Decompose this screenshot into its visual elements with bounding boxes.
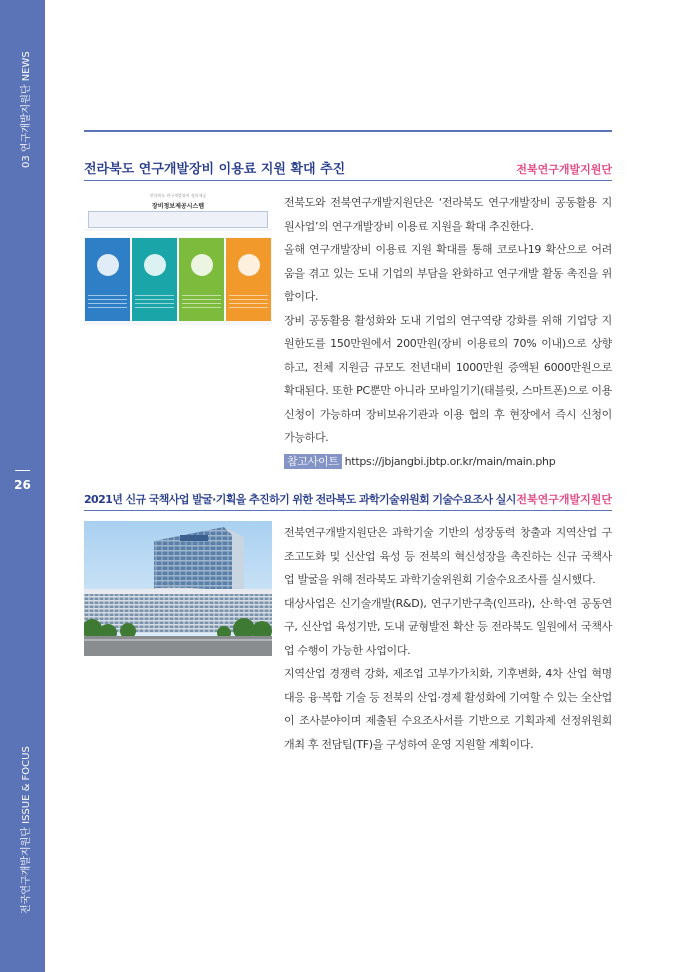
reference-line <box>284 450 612 474</box>
article-1 <box>84 158 612 468</box>
site-header-title: 장비정보제공시스템 <box>151 203 205 210</box>
site-card-2 <box>132 238 177 321</box>
site-card-3 <box>179 238 224 321</box>
site-search-bar <box>88 211 268 228</box>
side-bar <box>0 0 45 972</box>
paragraph: 지역산업 경쟁력 강화, 제조업 고부가가치화, 기후변화, 4차 산업 혁명 대응 융·복합 기술 등 전북의 산업·경제 활성화에 기여할 수 있는 全산업이 조사분야이며 제출된 수요조사서를 기반으로 기획과제 선정위원회 개최 후 전담팀(TF)을 구성하여 운영 지원할 계획이다. <box>284 667 612 751</box>
paragraph: 올해 연구개발장비 이용료 지원 확대를 통해 코로나19 확산으로 어려움을 겪고 있는 도내 기업의 부담을 완화하고 연구개발 활동 촉진을 위함이다. <box>284 243 612 303</box>
article-1-text <box>284 191 612 473</box>
paragraph: 전북도와 전북연구개발지원단은 ‘전라북도 연구개발장비 공동활용 지원사업’의 연구개발장비 이용료 지원을 확대 추진한다. <box>284 196 612 233</box>
building-photo <box>84 521 272 656</box>
article-1-header <box>84 158 612 181</box>
article-2-source: 전북연구개발지원단 <box>516 493 612 506</box>
paragraph: 전북연구개발지원단은 과학기술 기반의 성장동력 창출과 지역산업 구조고도화 및 신산업 육성 등 전북의 혁신성장을 촉진하는 신규 국책사업 발굴을 위해 전라북도 과학기술위원회 기술수요조사를 실시했다. <box>284 526 612 586</box>
reference-link[interactable]: https://jbjangbi.jbtp.or.kr/main/main.php <box>344 454 556 468</box>
site-card-4 <box>226 238 271 321</box>
site-header-sub: 전라북도 연구개발장비 정보제공 <box>149 193 207 198</box>
page-number-rule <box>15 470 30 471</box>
publication-label: 전국연구개발지원단 ISSUE & FOCUS <box>21 746 32 914</box>
article-2-text <box>284 521 612 756</box>
article-1-title: 전라북도 연구개발장비 이용료 지원 확대 추진 <box>84 162 346 177</box>
top-divider <box>84 130 612 132</box>
paragraph: 대상사업은 신기술개발(R&D), 연구기반구축(인프라), 산·학·연 공동연구, 신산업 육성기반, 도내 균형발전 확산 등 전라북도 일원에서 국책사업 수행이 가능한 사업이다. <box>284 596 612 657</box>
article-2-title: 2021년 신규 국책사업 발굴·기획을 추진하기 위한 전라북도 과학기술위원회 기술수요조사 실시 <box>84 493 516 506</box>
page-number: 26 <box>14 478 31 492</box>
article-2 <box>84 488 612 751</box>
site-nav <box>84 231 272 237</box>
article-1-source: 전북연구개발지원단 <box>516 163 612 176</box>
article-2-header <box>84 488 612 511</box>
reference-label: 참고사이트 <box>284 454 342 469</box>
paragraph: 장비 공동활용 활성화와 도내 기업의 연구역량 강화를 위해 기업당 지원한도를 150만원에서 200만원(장비 이용료의 70% 이내)으로 상향하고, 전체 지원금 규모도 전년대비 1000만원 증액된 6000만원으로 확대된다. 또한 PC뿐만 아니라 모바일기기(태블릿, 스마트폰)으로 이용신청이 가능하며 장비보유기관과 이용 협의 후 현장에서 즉시 신청이 가능하다. <box>284 313 612 444</box>
section-label: 03 연구개발지원단 NEWS <box>21 51 32 168</box>
site-card-1 <box>85 238 130 321</box>
equipment-site-screenshot <box>84 191 272 325</box>
